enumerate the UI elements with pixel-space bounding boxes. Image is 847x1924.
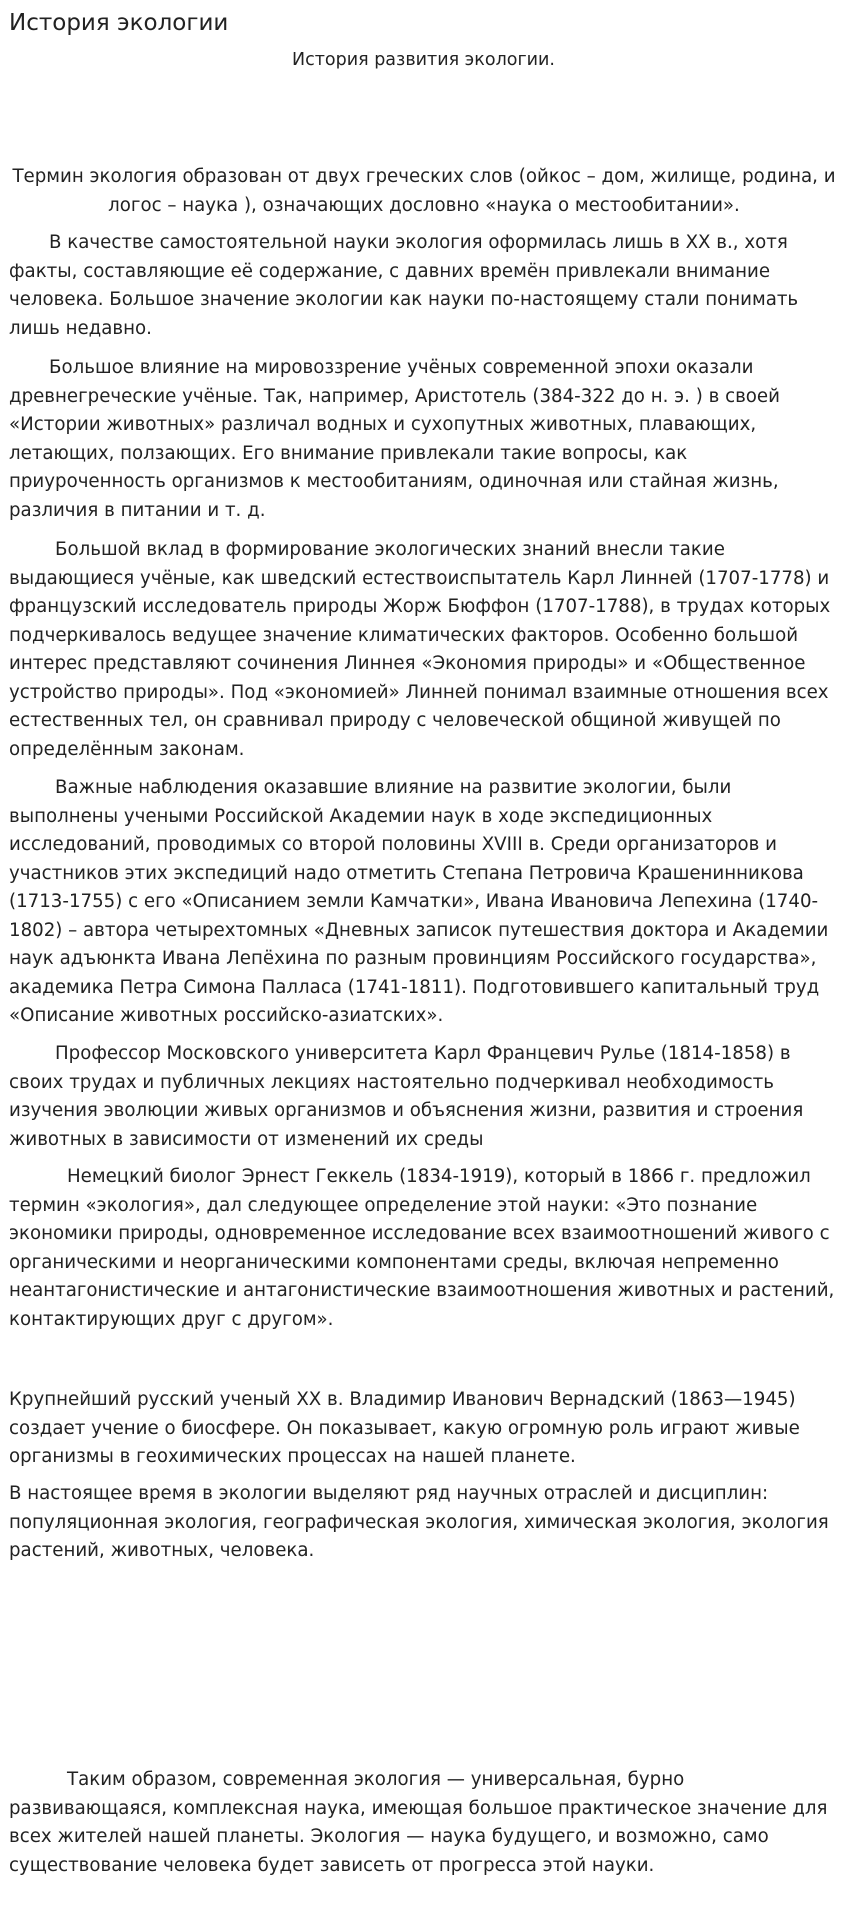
paragraph-conclusion: Таким образом, современная экология — универсальная, бурно развивающаяся, комплексная наука, имеющая большое практическое значение для всех жителей нашей планеты. Экология — наука будущего, и возможно, само существование человека будет зависеть от прогресса этой науки. [9, 1769, 828, 1876]
paragraph-term-origin: Термин экология образован от двух греческих слов (ойкос – дом, жилище, родина, и логос – наука ), означающих дословно «наука о местообитании». [12, 166, 836, 216]
paragraph-haeckel: Немецкий биолог Эрнест Геккель (1834-1919), который в 1866 г. предложил термин «экология», дал следующее определение этой науки: «Это познание экономики природы, одновременное исследование всех взаимоотношений живого с органическими и неорганическими компонентами среды, включая непременно неантагонистические и антагонистические взаимоотношения животных и растений, контактирующих друг с другом». [9, 1166, 835, 1330]
page-title: История экологии [9, 10, 229, 36]
paragraph-ancient-greeks: Большое влияние на мировоззрение учёных современной эпохи оказали древнегреческие учёные. Так, например, Аристотель (384-322 до н. э. ) в своей «Истории животных» различал водных и сухопутных животных, плавающих, летающих, ползающих. Его внимание привлекали такие вопросы, как приуроченность организмов к местообитаниям, одиночная или стайная жизнь, различия в питании и т. д. [9, 357, 780, 521]
paragraph-linnaeus-buffon: Большой вклад в формирование экологических знаний внесли такие выдающиеся учёные, как шведский естествоиспытатель Карл Линней (1707-1778) и французский исследователь природы Жорж Бюффон (1707-1788), в трудах которых подчеркивалось ведущее значение климатических факторов. Особенно большой интерес представляют сочинения Линнея «Экономия природы» и «Общественное устройство природы». Под «экономией» Линней понимал взаимные отношения всех естественных тел, он сравнивал природу с человеческой общиной живущей по определённым законам. [9, 539, 831, 760]
paragraph-russian-academy: Важные наблюдения оказавшие влияние на развитие экологии, были выполнены учеными Российской Академии наук в ходе экспедиционных исследований, проводимых со второй половины XVIII в. Среди организаторов и участников этих экспедиций надо отметить Степана Петровича Крашенинникова (1713-1755) с его «Описанием земли Камчатки», Ивана Ивановича Лепехина (1740-1802) – автора четырехтомных «Дневных записок путешествия доктора и Академии наук адъюнкта Ивана Лепёхина по разным провинциям Российского государства», академика Петра Симона Палласа (1741-1811). Подготовившего капитальный труд «Описание животных российско-азиатских». [9, 777, 829, 1026]
paragraph-vernadsky: Крупнейший русский ученый XX в. Владимир Иванович Вернадский (1863—1945) создает учение о биосфере. Он показывает, какую огромную роль играют живые организмы в геохимических процессах на нашей планете. [9, 1389, 800, 1467]
document-subtitle: История развития экологии. [292, 50, 555, 70]
paragraph-independent-science: В качестве самостоятельной науки экология оформилась лишь в XX в., хотя факты, составляющие её содержание, с давних времён привлекали внимание человека. Большое значение экологии как науки по-настоящему стали понимать лишь недавно. [9, 232, 799, 339]
paragraph-roulier: Профессор Московского университета Карл Францевич Рулье (1814-1858) в своих трудах и публичных лекциях настоятельно подчеркивал необходимость изучения эволюции живых организмов и объяснения жизни, развития и строения животных в зависимости от изменений их среды [9, 1043, 804, 1150]
paragraph-disciplines: В настоящее время в экологии выделяют ряд научных отраслей и дисциплин: популяционная экология, географическая экология, химическая экология, экология растений, животных, человека. [9, 1483, 829, 1561]
